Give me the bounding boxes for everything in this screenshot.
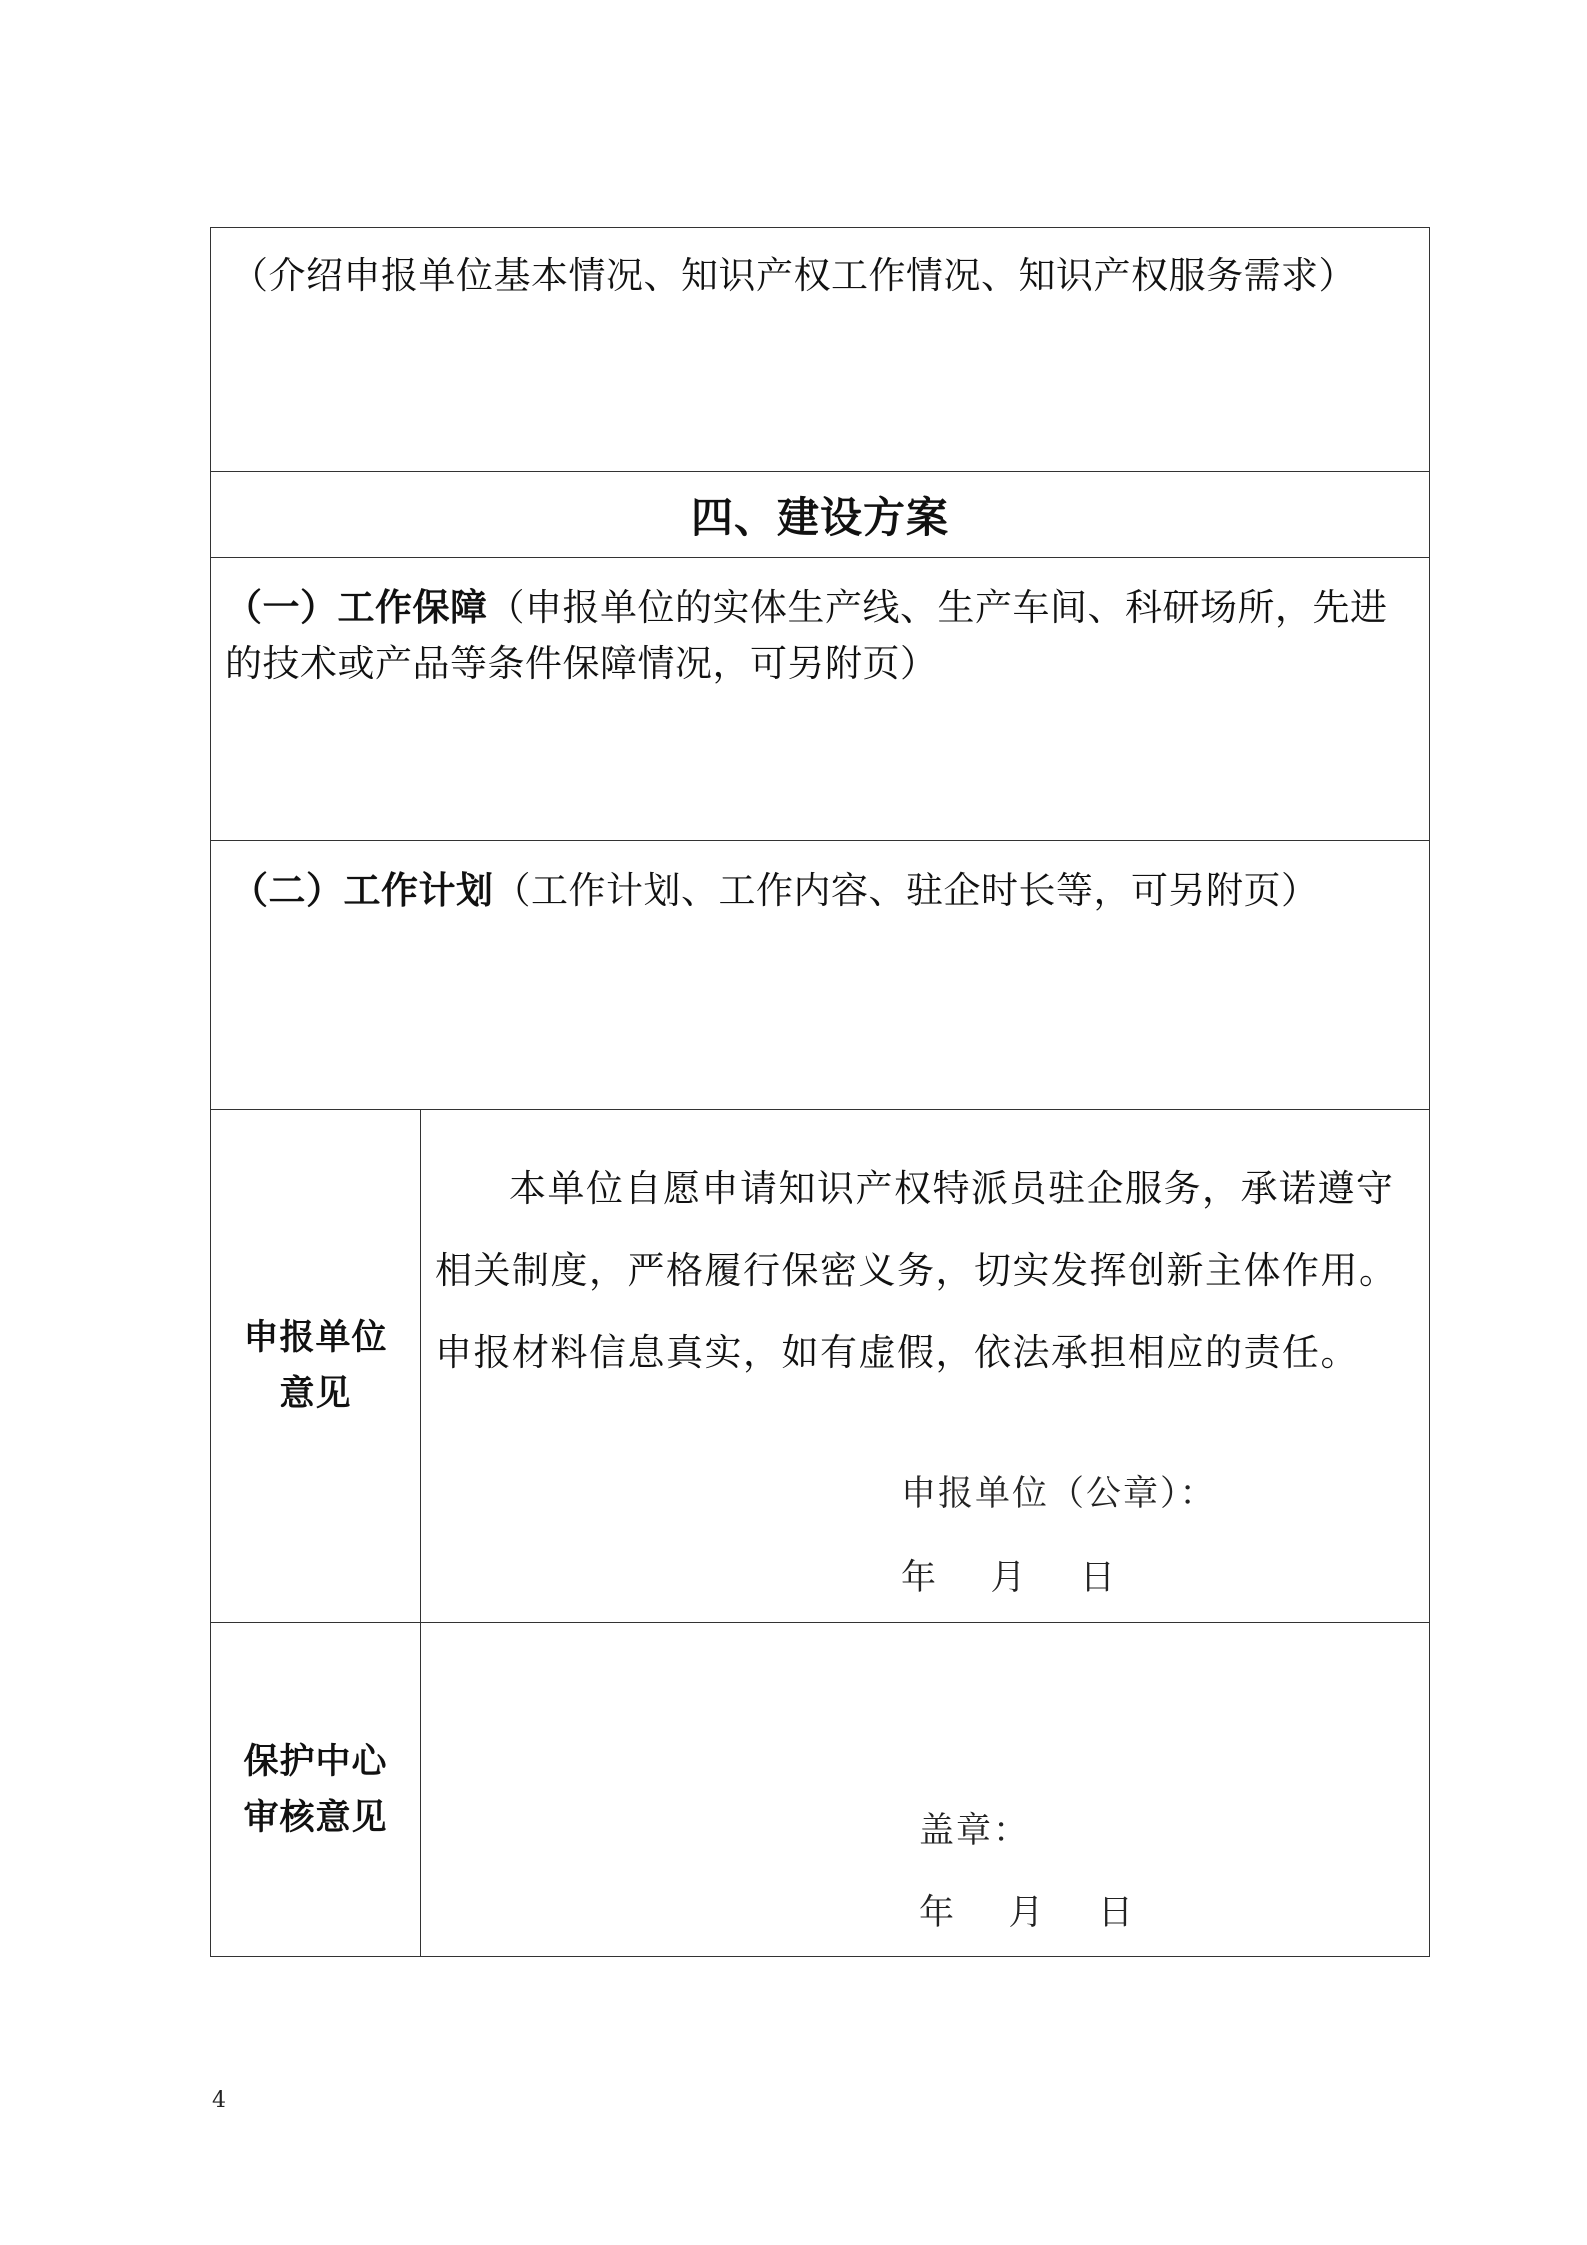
- review-opinion-label: [211, 1623, 421, 1957]
- page-number: 4: [212, 2088, 226, 2113]
- work-guarantee-instruction: （申报单位的实体生产线、生产车间、科研场所，先进的技术或产品等条件保障情况，可另附页）: [225, 586, 1388, 685]
- applicant-opinion-label-line1: 申报单位: [243, 1318, 388, 1358]
- work-plan-row: [211, 841, 1430, 1110]
- review-opinion-label-line1: 保护中心: [243, 1741, 388, 1782]
- applicant-opinion-label-line2: 意见: [279, 1374, 352, 1414]
- applicant-opinion-row: [211, 1110, 1430, 1623]
- work-plan-title: （二）工作计划: [231, 869, 494, 912]
- intro-instruction: （介绍申报单位基本情况、知识产权工作情况、知识产权服务需求）: [231, 254, 1356, 297]
- review-opinion-label-line2: 审核意见: [243, 1797, 388, 1838]
- review-seal-label: 盖章：: [919, 1811, 1031, 1851]
- review-date-label: 年 月 日: [919, 1893, 1136, 1933]
- applicant-opinion-label: [211, 1110, 421, 1623]
- section-heading-row: [211, 472, 1430, 558]
- work-guarantee-title: （一）工作保障: [225, 586, 488, 629]
- work-plan-cell[interactable]: [211, 841, 1430, 1110]
- application-form-table: [210, 227, 1430, 1957]
- review-opinion-row: [211, 1623, 1430, 1957]
- section-heading: 四、建设方案: [690, 492, 949, 542]
- work-plan-instruction: （工作计划、工作内容、驻企时长等，可另附页）: [493, 869, 1319, 912]
- work-guarantee-row: [211, 558, 1430, 841]
- intro-row: [211, 228, 1430, 472]
- work-guarantee-cell[interactable]: [211, 558, 1430, 841]
- applicant-seal-label: 申报单位（公章）：: [901, 1474, 1217, 1514]
- applicant-date-label: 年 月 日: [901, 1558, 1118, 1598]
- review-opinion-cell[interactable]: [421, 1623, 1430, 1957]
- work-guarantee-content: [211, 558, 1429, 692]
- section-heading-cell: [211, 472, 1430, 558]
- applicant-pledge-text: 本单位自愿申请知识产权特派员驻企服务，承诺遵守相关制度，严格履行保密义务，切实发挥创新主体作用。申报材料信息真实，如有虚假，依法承担相应的责任。: [435, 1167, 1398, 1374]
- intro-cell[interactable]: [211, 228, 1430, 472]
- work-plan-content: [211, 841, 1429, 919]
- applicant-opinion-cell[interactable]: [421, 1110, 1430, 1623]
